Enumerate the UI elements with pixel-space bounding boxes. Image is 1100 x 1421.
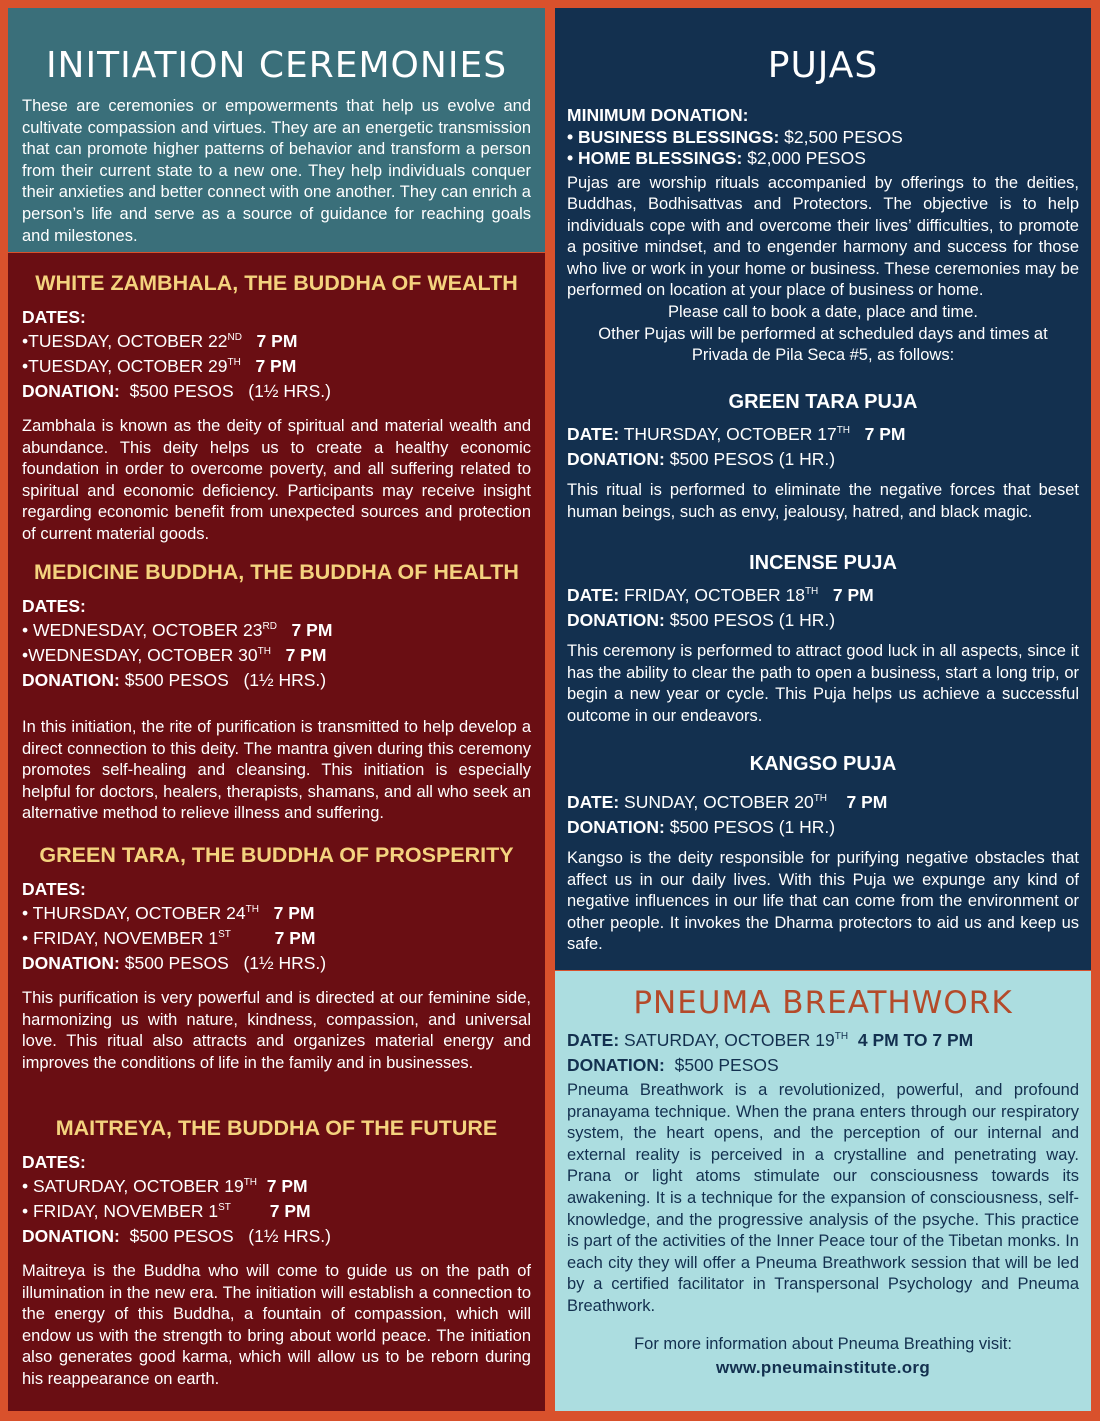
section-description: This ceremony is performed to attract good luck in all aspects, since it has the ability to clear the path to open a business, start a long trip, or begin a new year or cycle. This Puja helps us achieve a successful outcome in our endeavors. [567,642,1079,725]
home-blessings: • HOME BLESSINGS: $2,000 PESOS [567,148,866,168]
date-line: • WEDNESDAY, OCTOBER 23RD 7 PM [22,620,333,640]
pujas-panel [555,8,1091,970]
more-info-text: For more information about Pneuma Breathing visit: [634,1334,1012,1353]
date-line: • SATURDAY, OCTOBER 19TH 7 PM [22,1176,308,1196]
pujas-call: Please call to book a date, place and time. [667,303,979,322]
date-line: DATE: SUNDAY, OCTOBER 20TH 7 PM [567,792,888,812]
dates-label: DATES: [22,879,86,899]
section-title: GREEN TARA PUJA [728,391,918,413]
maitreya-section [22,1114,531,1391]
section-description: Kangso is the deity responsible for purifying negative obstacles that affect us in our daily lives. With this Puja we expunge any kind of negative influences in our life that can come from the environment or other people. It invokes the Dharma protectors to aid us and keep us safe. [567,849,1079,954]
pneuma-title: PNEUMA BREATHWORK [633,985,1013,1021]
donation-line: DONATION: $500 PESOS (1 HR.) [567,610,836,630]
section-title: GREEN TARA, THE BUDDHA OF PROSPERITY [39,843,514,867]
initiations-list-panel [8,253,545,1411]
kangso-puja-section [567,750,1079,956]
section-title: KANGSO PUJA [749,753,897,775]
section-title: MEDICINE BUDDHA, THE BUDDHA OF HEALTH [34,560,519,584]
pujas-other-1: Other Pujas will be performed at scheduled days and times at [598,324,1048,343]
min-donation-label: MINIMUM DONATION: [567,105,749,125]
date-line: • FRIDAY, NOVEMBER 1ST 7 PM [22,1201,311,1221]
section-title: MAITREYA, THE BUDDHA OF THE FUTURE [55,1116,498,1140]
date-line: • THURSDAY, OCTOBER 24TH 7 PM [22,903,315,923]
dates-label: DATES: [22,596,86,616]
section-description: Zambhala is known as the deity of spiritual and material wealth and abundance. This deity helps us to create a healthy economic foundation in order to overcome poverty, and all suffering related to spiritual and economic deficiency. Participants may receive insight regarding economic benefit from unexpected sources and protection of current material goods. [22,417,531,543]
pujas-intro-block [567,105,1079,367]
date-line: DATE: THURSDAY, OCTOBER 17TH 7 PM [567,424,906,444]
pujas-intro: Pujas are worship rituals accompanied by offerings to the deities, Buddhas, Bodhisattvas and Protectors. The objective is to help individuals cope with and overcome their lives’ difficulties, to promote a positive mindset, and to engender harmony and success for those who live or work in your home or business. These ceremonies may be performed on location at your place of business or home. [567,173,1079,300]
section-description: This ritual is performed to eliminate the negative forces that beset human beings, such as envy, jealousy, hatred, and black magic. [567,481,1079,521]
donation-line: DONATION: $500 PESOS (1½ HRS.) [22,381,331,401]
donation-line: DONATION: $500 PESOS (1½ HRS.) [22,953,327,973]
donation-line: DONATION: $500 PESOS (1 HR.) [567,817,836,837]
donation-line: DONATION: $500 PESOS (1 HR.) [567,449,836,469]
section-description: Maitreya is the Buddha who will come to guide us on the path of illumination in the new era. The initiation will establish a connection to the energy of this Buddha, a fountain of compassion, which will endow us with the strength to bring about world peace. The initiation also generates good karma, which will allow us to be reborn during his reappearance on earth. [22,1262,531,1388]
date-line: DATE: FRIDAY, OCTOBER 18TH 7 PM [567,585,874,605]
section-description: This purification is very powerful and is directed at our feminine side, harmonizing us with nature, kindness, compassion, and universal love. This ritual also attracts and organizes material energy and improves the conditions of life in the family and in businesses. [22,989,531,1072]
date-line: • FRIDAY, NOVEMBER 1ST 7 PM [22,928,316,948]
date-line: •TUESDAY, OCTOBER 29TH 7 PM [22,356,297,376]
business-blessings: • BUSINESS BLESSINGS: $2,500 PESOS [567,126,903,147]
section-description: In this initiation, the rite of purification is transmitted to help develop a direct connection to this deity. The mantra given during this ceremony promotes self-healing and cleansing. This initiation is especially helpful for doctors, healers, therapists, shamans, and all who seek an alternative method to relieve illness and suffering. [22,718,531,823]
donation-line: DONATION: $500 PESOS (1½ HRS.) [22,1226,331,1246]
website-link[interactable]: www.pneumainstitute.org [715,1358,931,1378]
date-line: •TUESDAY, OCTOBER 22ND 7 PM [22,331,298,351]
donation-line: DONATION: $500 PESOS [567,1055,779,1075]
pneuma-description: Pneuma Breathwork is a revolutionized, powerful, and profound pranayama technique. When the prana enters through our respiratory system, the heart opens, and the perception of our internal and external reality is perceived in a crystalline and penetrating way. Prana or light atoms stimulate our consciousness towards its awakening. It is a technique for the expansion of consciousness, self-knowledge, and the progressive analysis of the psyche. This practice is part of the activities of the Inner Peace tour of the Tibetan monks. In each city they will offer a Pneuma Breathwork session that will be led by a certified facilitator in Transpersonal Psychology and Pneuma Breathwork. [567,1081,1079,1315]
incense-puja-section [567,549,1079,727]
green-tara-puja-section [567,388,1079,523]
dates-label: DATES: [22,1152,86,1172]
medicine-section [22,558,531,825]
dates-label: DATES: [22,307,86,327]
section-title: WHITE ZAMBHALA, THE BUDDHA OF WEALTH [35,271,518,295]
date-line: DATE: SATURDAY, OCTOBER 19TH 4 PM TO 7 PM [567,1030,974,1050]
pneuma-block [567,1028,1079,1378]
pneuma-panel [555,971,1091,1411]
greentara-section [22,841,531,1074]
donation-line: DONATION: $500 PESOS (1½ HRS.) [22,670,327,690]
initiation-panel [8,8,545,252]
zambhala-section [22,269,531,546]
pujas-title: PUJAS [767,45,879,86]
date-line: •WEDNESDAY, OCTOBER 30TH 7 PM [22,645,327,665]
pujas-other-2: Privada de Pila Seca #5, as follows: [691,346,955,365]
initiation-title: INITIATION CEREMONIES [45,45,508,86]
section-title: INCENSE PUJA [749,552,897,574]
initiation-intro: These are ceremonies or empowerments that help us evolve and cultivate compassion and virtues. They are an energetic transmission that can promote higher patterns of behavior and transform a person from their current state to a new one. They help individuals conquer their anxieties and better connect with one another. They can enrich a person’s life and serve as a source of guidance for reaching goals and milestones. [22,97,531,245]
